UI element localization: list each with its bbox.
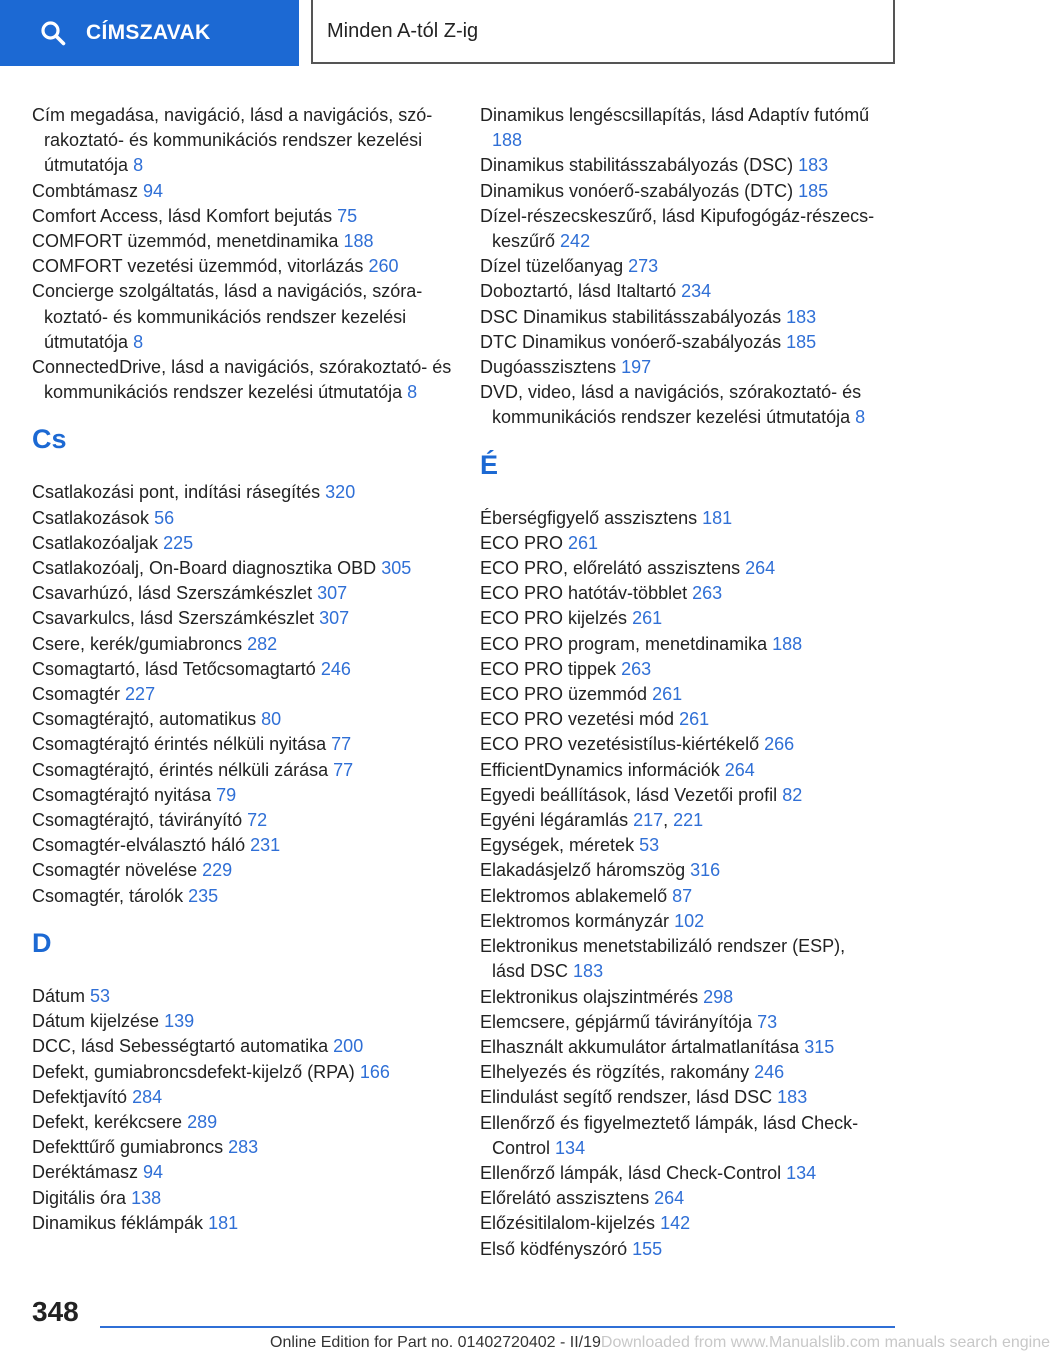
index-term: DVD, video, lásd a navigációs, szórakoztató- és kommunikációs rendszer kezelési útmutatója bbox=[480, 382, 862, 428]
index-term: ECO PRO tippek bbox=[480, 658, 617, 679]
index-term: Defekttűrő gumiabroncs bbox=[32, 1137, 224, 1158]
index-term: Comfort Access, lásd Komfort bejutás bbox=[32, 205, 333, 226]
page-link[interactable]: 8 bbox=[133, 155, 144, 176]
page-link[interactable]: 307 bbox=[319, 608, 350, 629]
index-term: Csomagtérajtó érintés nélküli nyitása bbox=[32, 734, 327, 755]
index-term: Elindulást segítő rendszer, lásd DSC bbox=[480, 1087, 773, 1108]
page-link[interactable]: 53 bbox=[639, 835, 660, 856]
index-term: Csomagtér növelése bbox=[32, 860, 198, 881]
index-term: Defekt, gumiabroncsdefekt-kijelző (RPA) bbox=[32, 1061, 355, 1082]
page-link[interactable]: 73 bbox=[757, 1011, 778, 1032]
index-term: Doboztartó, lásd Italtartó bbox=[480, 281, 677, 302]
page-link[interactable]: 234 bbox=[681, 281, 712, 302]
page-link[interactable]: 183 bbox=[786, 306, 817, 327]
index-term: Ellenőrző és figyelmeztető lámpák, lásd Check-Control bbox=[480, 1112, 859, 1158]
index-entry bbox=[480, 682, 880, 707]
page-link[interactable]: 298 bbox=[703, 986, 734, 1007]
index-term: Csomagtér bbox=[32, 684, 121, 705]
index-entry bbox=[32, 229, 452, 254]
index-term: Előrelátó asszisztens bbox=[480, 1188, 650, 1209]
page-link[interactable]: 217 bbox=[633, 810, 664, 831]
index-entry bbox=[480, 1010, 880, 1035]
index-entry bbox=[32, 707, 452, 732]
index-term: ECO PRO, előrelátó asszisztens bbox=[480, 558, 741, 579]
index-entry bbox=[32, 632, 452, 657]
index-entry bbox=[480, 732, 880, 757]
index-entry bbox=[480, 506, 880, 531]
index-column-right bbox=[480, 103, 880, 1262]
index-entry bbox=[480, 556, 880, 581]
index-entry bbox=[480, 1085, 880, 1110]
top-navigation bbox=[0, 0, 960, 68]
page-link[interactable]: 261 bbox=[652, 684, 683, 705]
index-term: Defekt, kerékcsere bbox=[32, 1111, 183, 1132]
index-term: Csomagtérajtó, távirányító bbox=[32, 810, 243, 831]
index-entry bbox=[480, 833, 880, 858]
index-entry bbox=[32, 254, 452, 279]
index-entry bbox=[32, 808, 452, 833]
index-entry: Egyéni légáramlás 217, 221 bbox=[480, 810, 704, 831]
page-link[interactable]: 134 bbox=[555, 1137, 586, 1158]
page-link[interactable]: 246 bbox=[754, 1062, 785, 1083]
page-link[interactable]: 75 bbox=[337, 205, 358, 226]
index-entry bbox=[480, 858, 880, 883]
index-term: ECO PRO program, menetdinamika bbox=[480, 633, 768, 654]
page-link[interactable]: 264 bbox=[654, 1188, 685, 1209]
page-link[interactable]: 221 bbox=[673, 810, 704, 831]
index-term: Dízel-részecskeszűrő, lásd Kipufogógáz-részecskeszűrő bbox=[480, 205, 875, 252]
page-link[interactable]: 8 bbox=[855, 407, 866, 428]
index-term: Csomagtér-elválasztó háló bbox=[32, 835, 246, 856]
index-entry bbox=[480, 1035, 880, 1060]
page-link[interactable]: 246 bbox=[320, 658, 351, 679]
page-link[interactable]: 80 bbox=[261, 709, 282, 730]
index-term: COMFORT üzemmód, menetdinamika bbox=[32, 231, 339, 252]
page-link[interactable]: 229 bbox=[202, 860, 233, 881]
index-term: ConnectedDrive, lásd a navigációs, szórakoztató- és kommunikációs rendszer kezelési útmutatója bbox=[32, 357, 452, 403]
index-term: ECO PRO bbox=[480, 532, 564, 553]
page-link[interactable]: 227 bbox=[125, 684, 156, 705]
index-term: Csere, kerék/gumiabroncs bbox=[32, 633, 243, 654]
index-term: Elhasznált akkumulátor ártalmatlanítása bbox=[480, 1036, 800, 1057]
page-link[interactable]: 8 bbox=[133, 331, 144, 352]
page-link[interactable]: 185 bbox=[798, 180, 829, 201]
index-entry bbox=[32, 1135, 452, 1160]
page-link[interactable]: 305 bbox=[381, 558, 412, 579]
index-entry bbox=[480, 758, 880, 783]
page-number: 348 bbox=[32, 1296, 79, 1327]
page-link[interactable]: 181 bbox=[208, 1212, 239, 1233]
index-entry bbox=[480, 884, 880, 909]
watermark-text: Downloaded from www.Manualslib.com manuals search engine bbox=[600, 1334, 1050, 1351]
page-link[interactable]: 200 bbox=[333, 1036, 364, 1057]
index-term: DSC Dinamikus stabilitásszabályozás bbox=[480, 306, 782, 327]
page-link[interactable]: 188 bbox=[492, 130, 523, 151]
index-entry bbox=[32, 1034, 452, 1059]
index-term: Csomagtérajtó nyitása bbox=[32, 784, 212, 805]
index-term: ECO PRO vezetési mód bbox=[480, 709, 675, 730]
page-link[interactable]: 188 bbox=[343, 231, 374, 252]
index-entry bbox=[480, 1211, 880, 1236]
page-link[interactable]: 316 bbox=[690, 860, 721, 881]
index-term: Elektromos ablakemelő bbox=[480, 885, 668, 906]
index-entry bbox=[480, 657, 880, 682]
page-link[interactable]: 307 bbox=[317, 583, 348, 604]
page-link[interactable]: 320 bbox=[325, 482, 356, 503]
page-link[interactable]: 188 bbox=[772, 633, 803, 654]
index-entry bbox=[480, 1111, 880, 1161]
index-entry bbox=[32, 581, 452, 606]
index-term: EfficientDynamics információk bbox=[480, 759, 720, 780]
index-entry bbox=[32, 606, 452, 631]
index-entry bbox=[32, 1211, 452, 1236]
index-entry bbox=[480, 531, 880, 556]
index-entry bbox=[32, 103, 452, 179]
index-term: Combtámasz bbox=[32, 180, 139, 201]
index-term: Elektronikus olajszintmérés bbox=[480, 986, 699, 1007]
index-entry bbox=[32, 858, 452, 883]
page-link[interactable]: 264 bbox=[745, 558, 776, 579]
footer-divider bbox=[100, 1326, 895, 1328]
index-term: Dízel tüzelőanyag bbox=[480, 256, 624, 277]
index-entry bbox=[480, 380, 880, 430]
index-entry bbox=[480, 909, 880, 934]
index-term: Első ködfényszóró bbox=[480, 1238, 628, 1259]
page-link[interactable]: 235 bbox=[188, 885, 219, 906]
index-entry bbox=[32, 732, 452, 757]
index-term: Ellenőrző lámpák, lásd Check-Control bbox=[480, 1162, 782, 1183]
index-term: ECO PRO hatótáv-többlet bbox=[480, 583, 688, 604]
page-link[interactable]: 94 bbox=[143, 180, 164, 201]
section-letter: D bbox=[32, 927, 52, 958]
page-link[interactable]: 264 bbox=[724, 759, 755, 780]
index-term: Defektjavító bbox=[32, 1086, 128, 1107]
page-link[interactable]: 289 bbox=[187, 1111, 218, 1132]
page-link[interactable]: 266 bbox=[764, 734, 795, 755]
index-entry bbox=[480, 783, 880, 808]
index-entry bbox=[32, 884, 452, 909]
page-link[interactable]: 284 bbox=[132, 1086, 163, 1107]
index-entry bbox=[32, 1110, 452, 1135]
page-link[interactable]: 315 bbox=[804, 1036, 835, 1057]
index-entry bbox=[480, 330, 880, 355]
index-term: Éberségfigyelő asszisztens bbox=[480, 507, 698, 528]
tab-keywords-label: CÍMSZAVAK bbox=[86, 21, 211, 44]
page-link[interactable]: 139 bbox=[164, 1011, 195, 1032]
index-entry bbox=[32, 657, 452, 682]
page-link[interactable]: 72 bbox=[247, 810, 268, 831]
index-term: Egyéni légáramlás bbox=[480, 810, 629, 831]
page-link[interactable]: 155 bbox=[632, 1238, 663, 1259]
page-link[interactable]: 94 bbox=[143, 1162, 164, 1183]
page-link[interactable]: 142 bbox=[660, 1213, 691, 1234]
index-term: Csatlakozóaljak bbox=[32, 532, 159, 553]
page-link[interactable]: 242 bbox=[560, 231, 591, 252]
page-link[interactable]: 77 bbox=[333, 759, 354, 780]
page-link[interactable]: 261 bbox=[632, 608, 663, 629]
index-entry bbox=[480, 1161, 880, 1186]
index-term: Elhelyezés és rögzítés, rakomány bbox=[480, 1062, 750, 1083]
index-entry bbox=[32, 1186, 452, 1211]
index-entry bbox=[480, 934, 880, 984]
index-entry bbox=[480, 204, 880, 254]
index-entry bbox=[480, 1060, 880, 1085]
index-entry bbox=[32, 506, 452, 531]
index-entry bbox=[32, 355, 452, 405]
index-term: Concierge szolgáltatás, lásd a navigációs, szórakoztató- és kommunikációs rendszer kezelési útmutatója bbox=[32, 281, 423, 352]
index-entry bbox=[32, 531, 452, 556]
index-entry bbox=[480, 103, 880, 153]
page-link[interactable]: 166 bbox=[359, 1061, 390, 1082]
index-term: Dinamikus lengéscsillapítás, lásd Adaptív futómű bbox=[480, 105, 870, 125]
index-term: Deréktámasz bbox=[32, 1162, 139, 1183]
index-term: Dugóasszisztens bbox=[480, 357, 617, 378]
page-link[interactable]: 261 bbox=[679, 709, 710, 730]
index-term: Csomagtartó, lásd Tetőcsomagtartó bbox=[32, 658, 316, 679]
section-letter: É bbox=[480, 449, 499, 480]
index-term: DCC, lásd Sebességtartó automatika bbox=[32, 1036, 329, 1057]
index-term: Csomagtérajtó, automatikus bbox=[32, 709, 257, 730]
index-entry bbox=[32, 179, 452, 204]
edition-text: Online Edition for Part no. 01402720402 - II/19 bbox=[270, 1334, 601, 1351]
page-link[interactable]: 263 bbox=[621, 658, 652, 679]
index-term: ECO PRO kijelzés bbox=[480, 608, 628, 629]
index-entry bbox=[32, 833, 452, 858]
index-entry bbox=[480, 279, 880, 304]
index-entry bbox=[480, 305, 880, 330]
index-term: Dátum bbox=[32, 985, 86, 1006]
page-link[interactable]: 87 bbox=[672, 885, 693, 906]
page-link[interactable]: 283 bbox=[228, 1137, 259, 1158]
index-entry bbox=[480, 179, 880, 204]
index-entry bbox=[480, 355, 880, 380]
page-link[interactable]: 263 bbox=[692, 583, 723, 604]
index-term: Csatlakozások bbox=[32, 507, 150, 528]
page-link[interactable]: 261 bbox=[568, 532, 599, 553]
index-term: Csavarkulcs, lásd Szerszámkészlet bbox=[32, 608, 315, 629]
page-link[interactable]: 183 bbox=[573, 961, 604, 982]
section-letter: Cs bbox=[32, 424, 67, 455]
index-term: ECO PRO vezetésistílus-kiértékelő bbox=[480, 734, 760, 755]
index-term: Egységek, méretek bbox=[480, 835, 635, 856]
index-term: Elektromos kormányzár bbox=[480, 910, 670, 931]
index-term: Dátum kijelzése bbox=[32, 1011, 160, 1032]
page-link[interactable]: 79 bbox=[216, 784, 237, 805]
index-entry bbox=[32, 204, 452, 229]
index-entry bbox=[480, 581, 880, 606]
page-link[interactable]: 138 bbox=[131, 1187, 162, 1208]
index-entry bbox=[480, 1186, 880, 1211]
index-entry bbox=[32, 1060, 452, 1085]
index-term: DTC Dinamikus vonóerő-szabályozás bbox=[480, 331, 782, 352]
index-term: Elektronikus menetstabilizáló rendszer (ESP), lásd DSC bbox=[480, 936, 846, 982]
index-entry bbox=[32, 279, 452, 355]
index-term: Csatlakozási pont, indítási rásegítés bbox=[32, 482, 321, 503]
index-term: Cím megadása, navigáció, lásd a navigációs, szórakoztató- és kommunikációs rendszer kezelési útmutatója bbox=[32, 105, 433, 176]
index-entry bbox=[32, 758, 452, 783]
page-link[interactable]: 183 bbox=[777, 1087, 808, 1108]
page-link[interactable]: 77 bbox=[331, 734, 352, 755]
page-link[interactable]: 231 bbox=[250, 835, 281, 856]
index-term: Egyedi beállítások, lásd Vezetői profil bbox=[480, 784, 778, 805]
index-term: Csavarhúzó, lásd Szerszámkészlet bbox=[32, 583, 313, 604]
page-link[interactable]: 8 bbox=[407, 382, 418, 403]
page-link[interactable]: 56 bbox=[154, 507, 175, 528]
tab-a-to-z[interactable]: Minden A-tól Z-ig bbox=[311, 0, 895, 64]
index-entry bbox=[480, 254, 880, 279]
index-term: Csomagtér, tárolók bbox=[32, 885, 184, 906]
index-column-left bbox=[32, 103, 452, 1236]
index-term: ECO PRO üzemmód bbox=[480, 684, 648, 705]
index-term: Elemcsere, gépjármű távirányítója bbox=[480, 1011, 753, 1032]
index-term: Dinamikus stabilitásszabályozás (DSC) bbox=[480, 155, 794, 176]
index-term: Csomagtérajtó, érintés nélküli zárása bbox=[32, 759, 329, 780]
page-link[interactable]: 282 bbox=[247, 633, 278, 654]
index-entry bbox=[480, 707, 880, 732]
page-link[interactable]: 102 bbox=[674, 910, 705, 931]
index-entry bbox=[32, 682, 452, 707]
index-entry bbox=[32, 1085, 452, 1110]
index-term: COMFORT vezetési üzemmód, vitorlázás bbox=[32, 256, 364, 277]
page-link[interactable]: 185 bbox=[786, 331, 817, 352]
index-term: Digitális óra bbox=[32, 1187, 127, 1208]
index-entry bbox=[32, 984, 452, 1009]
page-link[interactable]: 183 bbox=[798, 155, 829, 176]
index-term: Dinamikus féklámpák bbox=[32, 1212, 204, 1233]
index-entry bbox=[32, 1009, 452, 1034]
page-link[interactable]: 181 bbox=[702, 507, 733, 528]
index-entry bbox=[480, 632, 880, 657]
page-link[interactable]: 273 bbox=[628, 256, 659, 277]
index-entry bbox=[32, 480, 452, 505]
index-entry bbox=[32, 556, 452, 581]
index-term: Csatlakozóalj, On-Board diagnosztika OBD bbox=[32, 558, 377, 579]
page-link[interactable]: 260 bbox=[368, 256, 399, 277]
page-link[interactable]: 134 bbox=[786, 1162, 817, 1183]
index-term: Dinamikus vonóerő-szabályozás (DTC) bbox=[480, 180, 794, 201]
tab-keywords[interactable] bbox=[0, 0, 299, 66]
index-entry bbox=[32, 1160, 452, 1185]
index-term: Elakadásjelző háromszög bbox=[480, 860, 686, 881]
index-entry bbox=[480, 153, 880, 178]
index-term: Előzésitilalom-kijelzés bbox=[480, 1213, 656, 1234]
index-entry bbox=[480, 985, 880, 1010]
index-entry bbox=[32, 783, 452, 808]
page-link[interactable]: 82 bbox=[782, 784, 803, 805]
page-link[interactable]: 197 bbox=[621, 357, 652, 378]
page-link[interactable]: 53 bbox=[90, 985, 111, 1006]
search-icon bbox=[40, 20, 66, 46]
index-entry bbox=[480, 606, 880, 631]
page-link[interactable]: 225 bbox=[163, 532, 194, 553]
footer-edition bbox=[270, 1334, 1050, 1352]
index-entry bbox=[480, 1237, 880, 1262]
